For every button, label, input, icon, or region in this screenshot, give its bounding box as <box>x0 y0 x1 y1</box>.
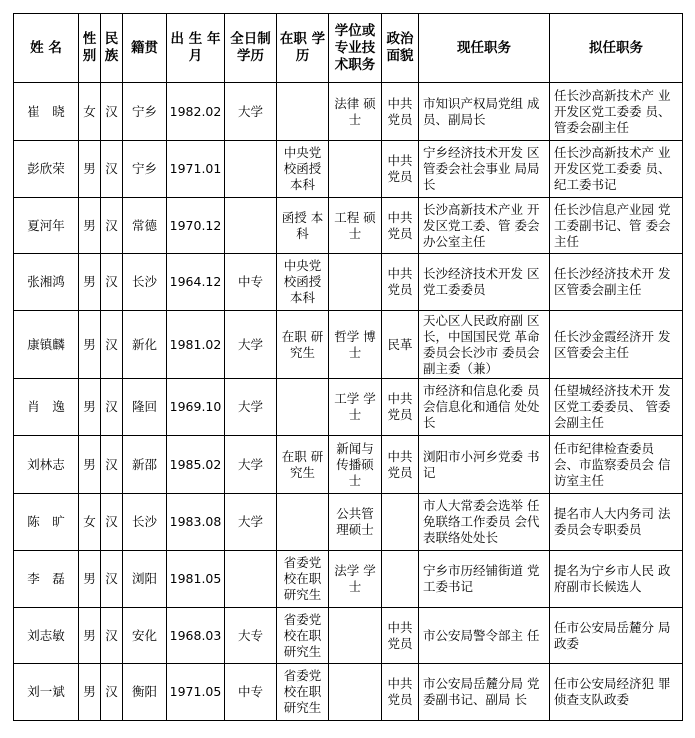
cell-proposed-position: 任长沙金霞经济开 发区管委会主任 <box>550 311 683 379</box>
cell-name: 肖 逸 <box>14 379 79 436</box>
cell-fulltime-edu: 大专 <box>225 608 277 664</box>
cell-ethnicity: 汉 <box>101 664 123 721</box>
cell-name: 康镇麟 <box>14 311 79 379</box>
cell-proposed-position: 任市公安局岳麓分 局政委 <box>550 608 683 664</box>
cell-inservice-edu: 中央党 校函授 本科 <box>277 141 329 198</box>
cell-party: 中共 党员 <box>382 83 419 141</box>
table-row <box>14 254 683 311</box>
cell-current-position: 宁乡经济技术开发 区管委会社会事业 局局长 <box>419 141 550 198</box>
appointment-table-container <box>13 13 683 721</box>
cell-fulltime-edu <box>225 198 277 254</box>
cell-gender: 女 <box>79 83 101 141</box>
cell-birth: 1985.02 <box>167 436 225 494</box>
cell-ethnicity: 汉 <box>101 494 123 551</box>
cell-hometown: 安化 <box>123 608 167 664</box>
cell-ethnicity: 汉 <box>101 141 123 198</box>
cell-fulltime-edu <box>225 141 277 198</box>
cell-fulltime-edu: 大学 <box>225 379 277 436</box>
appointment-table <box>13 13 683 721</box>
cell-hometown: 衡阳 <box>123 664 167 721</box>
cell-degree: 公共管 理硕士 <box>329 494 382 551</box>
header-degree: 学位或 专业技 术职务 <box>329 14 382 83</box>
cell-current-position: 市公安局岳麓分局 党委副书记、副局 长 <box>419 664 550 721</box>
cell-proposed-position: 任市纪律检查委员 会、市监察委员会 信访室主任 <box>550 436 683 494</box>
cell-inservice-edu <box>277 494 329 551</box>
cell-inservice-edu: 在职 研究生 <box>277 311 329 379</box>
table-row <box>14 141 683 198</box>
cell-gender: 男 <box>79 551 101 608</box>
cell-degree: 法律 硕士 <box>329 83 382 141</box>
cell-proposed-position: 任长沙高新技术产 业开发区党工委委 员、纪工委书记 <box>550 141 683 198</box>
cell-name: 刘一斌 <box>14 664 79 721</box>
cell-gender: 男 <box>79 311 101 379</box>
cell-birth: 1971.05 <box>167 664 225 721</box>
cell-fulltime-edu: 大学 <box>225 494 277 551</box>
header-fulltime-edu: 全日制 学历 <box>225 14 277 83</box>
cell-current-position: 长沙经济技术开发 区党工委委员 <box>419 254 550 311</box>
cell-name: 刘志敏 <box>14 608 79 664</box>
cell-current-position: 市公安局警令部主 任 <box>419 608 550 664</box>
cell-birth: 1970.12 <box>167 198 225 254</box>
cell-proposed-position: 任长沙经济技术开 发区管委会副主任 <box>550 254 683 311</box>
cell-birth: 1964.12 <box>167 254 225 311</box>
cell-current-position: 市经济和信息化委 员会信息化和通信 处处长 <box>419 379 550 436</box>
cell-birth: 1969.10 <box>167 379 225 436</box>
header-proposed-position: 拟任职务 <box>550 14 683 83</box>
cell-party: 中共 党员 <box>382 379 419 436</box>
cell-ethnicity: 汉 <box>101 608 123 664</box>
cell-current-position: 浏阳市小河乡党委 书记 <box>419 436 550 494</box>
cell-hometown: 常德 <box>123 198 167 254</box>
cell-birth: 1971.01 <box>167 141 225 198</box>
cell-party: 中共 党员 <box>382 198 419 254</box>
cell-fulltime-edu: 大学 <box>225 311 277 379</box>
table-row <box>14 436 683 494</box>
cell-hometown: 宁乡 <box>123 83 167 141</box>
header-gender: 性别 <box>79 14 101 83</box>
cell-degree: 法学 学士 <box>329 551 382 608</box>
cell-party: 中共 党员 <box>382 141 419 198</box>
table-row <box>14 664 683 721</box>
cell-gender: 女 <box>79 494 101 551</box>
cell-ethnicity: 汉 <box>101 83 123 141</box>
header-birth: 出 生 年 月 <box>167 14 225 83</box>
cell-fulltime-edu: 大学 <box>225 436 277 494</box>
cell-birth: 1981.02 <box>167 311 225 379</box>
table-row <box>14 494 683 551</box>
cell-hometown: 长沙 <box>123 254 167 311</box>
cell-ethnicity: 汉 <box>101 254 123 311</box>
cell-party: 中共 党员 <box>382 608 419 664</box>
table-body <box>14 83 683 721</box>
cell-hometown: 隆回 <box>123 379 167 436</box>
cell-proposed-position: 提名市人大内务司 法委员会专职委员 <box>550 494 683 551</box>
cell-degree: 工学 学士 <box>329 379 382 436</box>
cell-degree <box>329 141 382 198</box>
header-inservice-edu: 在职 学历 <box>277 14 329 83</box>
cell-gender: 男 <box>79 254 101 311</box>
cell-gender: 男 <box>79 379 101 436</box>
cell-inservice-edu: 省委党 校在职 研究生 <box>277 608 329 664</box>
table-row <box>14 83 683 141</box>
header-ethnicity: 民族 <box>101 14 123 83</box>
cell-proposed-position: 任长沙高新技术产 业开发区党工委委 员、管委会副主任 <box>550 83 683 141</box>
cell-gender: 男 <box>79 608 101 664</box>
header-row <box>14 14 683 83</box>
cell-degree: 哲学 博士 <box>329 311 382 379</box>
cell-inservice-edu <box>277 83 329 141</box>
cell-birth: 1968.03 <box>167 608 225 664</box>
cell-inservice-edu: 中央党 校函授 本科 <box>277 254 329 311</box>
cell-birth: 1983.08 <box>167 494 225 551</box>
cell-fulltime-edu: 中专 <box>225 664 277 721</box>
cell-inservice-edu: 在职 研究生 <box>277 436 329 494</box>
header-current-position: 现任职务 <box>419 14 550 83</box>
cell-party: 中共 党员 <box>382 254 419 311</box>
cell-ethnicity: 汉 <box>101 379 123 436</box>
table-row <box>14 551 683 608</box>
cell-name: 李 磊 <box>14 551 79 608</box>
cell-inservice-edu <box>277 379 329 436</box>
cell-ethnicity: 汉 <box>101 436 123 494</box>
cell-party <box>382 494 419 551</box>
cell-current-position: 市人大常委会选举 任免联络工作委员 会代表联络处处长 <box>419 494 550 551</box>
cell-degree <box>329 608 382 664</box>
cell-fulltime-edu: 大学 <box>225 83 277 141</box>
cell-birth: 1982.02 <box>167 83 225 141</box>
cell-birth: 1981.05 <box>167 551 225 608</box>
cell-party: 中共 党员 <box>382 664 419 721</box>
cell-proposed-position: 任市公安局经济犯 罪侦查支队政委 <box>550 664 683 721</box>
cell-inservice-edu: 省委党 校在职 研究生 <box>277 551 329 608</box>
table-row <box>14 608 683 664</box>
cell-current-position: 长沙高新技术产业 开发区党工委、管 委会办公室主任 <box>419 198 550 254</box>
cell-gender: 男 <box>79 141 101 198</box>
cell-degree: 新闻与 传播硕 士 <box>329 436 382 494</box>
table-row <box>14 379 683 436</box>
cell-gender: 男 <box>79 436 101 494</box>
cell-inservice-edu: 省委党 校在职 研究生 <box>277 664 329 721</box>
header-party: 政治 面貌 <box>382 14 419 83</box>
cell-inservice-edu: 函授 本科 <box>277 198 329 254</box>
cell-party <box>382 551 419 608</box>
table-row <box>14 198 683 254</box>
cell-name: 刘林志 <box>14 436 79 494</box>
cell-current-position: 宁乡市历经铺街道 党工委书记 <box>419 551 550 608</box>
cell-gender: 男 <box>79 664 101 721</box>
cell-degree <box>329 254 382 311</box>
header-hometown: 籍贯 <box>123 14 167 83</box>
cell-name: 陈 旷 <box>14 494 79 551</box>
cell-fulltime-edu: 中专 <box>225 254 277 311</box>
cell-gender: 男 <box>79 198 101 254</box>
cell-party: 中共 党员 <box>382 436 419 494</box>
cell-current-position: 天心区人民政府副 区长，中国国民党 革命委员会长沙市 委员会副主委（兼） <box>419 311 550 379</box>
cell-fulltime-edu <box>225 551 277 608</box>
cell-ethnicity: 汉 <box>101 311 123 379</box>
cell-hometown: 新化 <box>123 311 167 379</box>
cell-hometown: 浏阳 <box>123 551 167 608</box>
cell-current-position: 市知识产权局党组 成员、副局长 <box>419 83 550 141</box>
table-row <box>14 311 683 379</box>
cell-name: 夏河年 <box>14 198 79 254</box>
cell-ethnicity: 汉 <box>101 551 123 608</box>
cell-proposed-position: 任长沙信息产业园 党工委副书记、管 委会主任 <box>550 198 683 254</box>
cell-hometown: 长沙 <box>123 494 167 551</box>
cell-hometown: 宁乡 <box>123 141 167 198</box>
cell-party: 民革 <box>382 311 419 379</box>
cell-ethnicity: 汉 <box>101 198 123 254</box>
cell-proposed-position: 提名为宁乡市人民 政府副市长候选人 <box>550 551 683 608</box>
cell-name: 崔 晓 <box>14 83 79 141</box>
cell-proposed-position: 任望城经济技术开 发区党工委委员、 管委会副主任 <box>550 379 683 436</box>
cell-degree: 工程 硕士 <box>329 198 382 254</box>
header-name: 姓 名 <box>14 14 79 83</box>
cell-hometown: 新邵 <box>123 436 167 494</box>
cell-name: 张湘鸿 <box>14 254 79 311</box>
cell-degree <box>329 664 382 721</box>
cell-name: 彭欣荣 <box>14 141 79 198</box>
